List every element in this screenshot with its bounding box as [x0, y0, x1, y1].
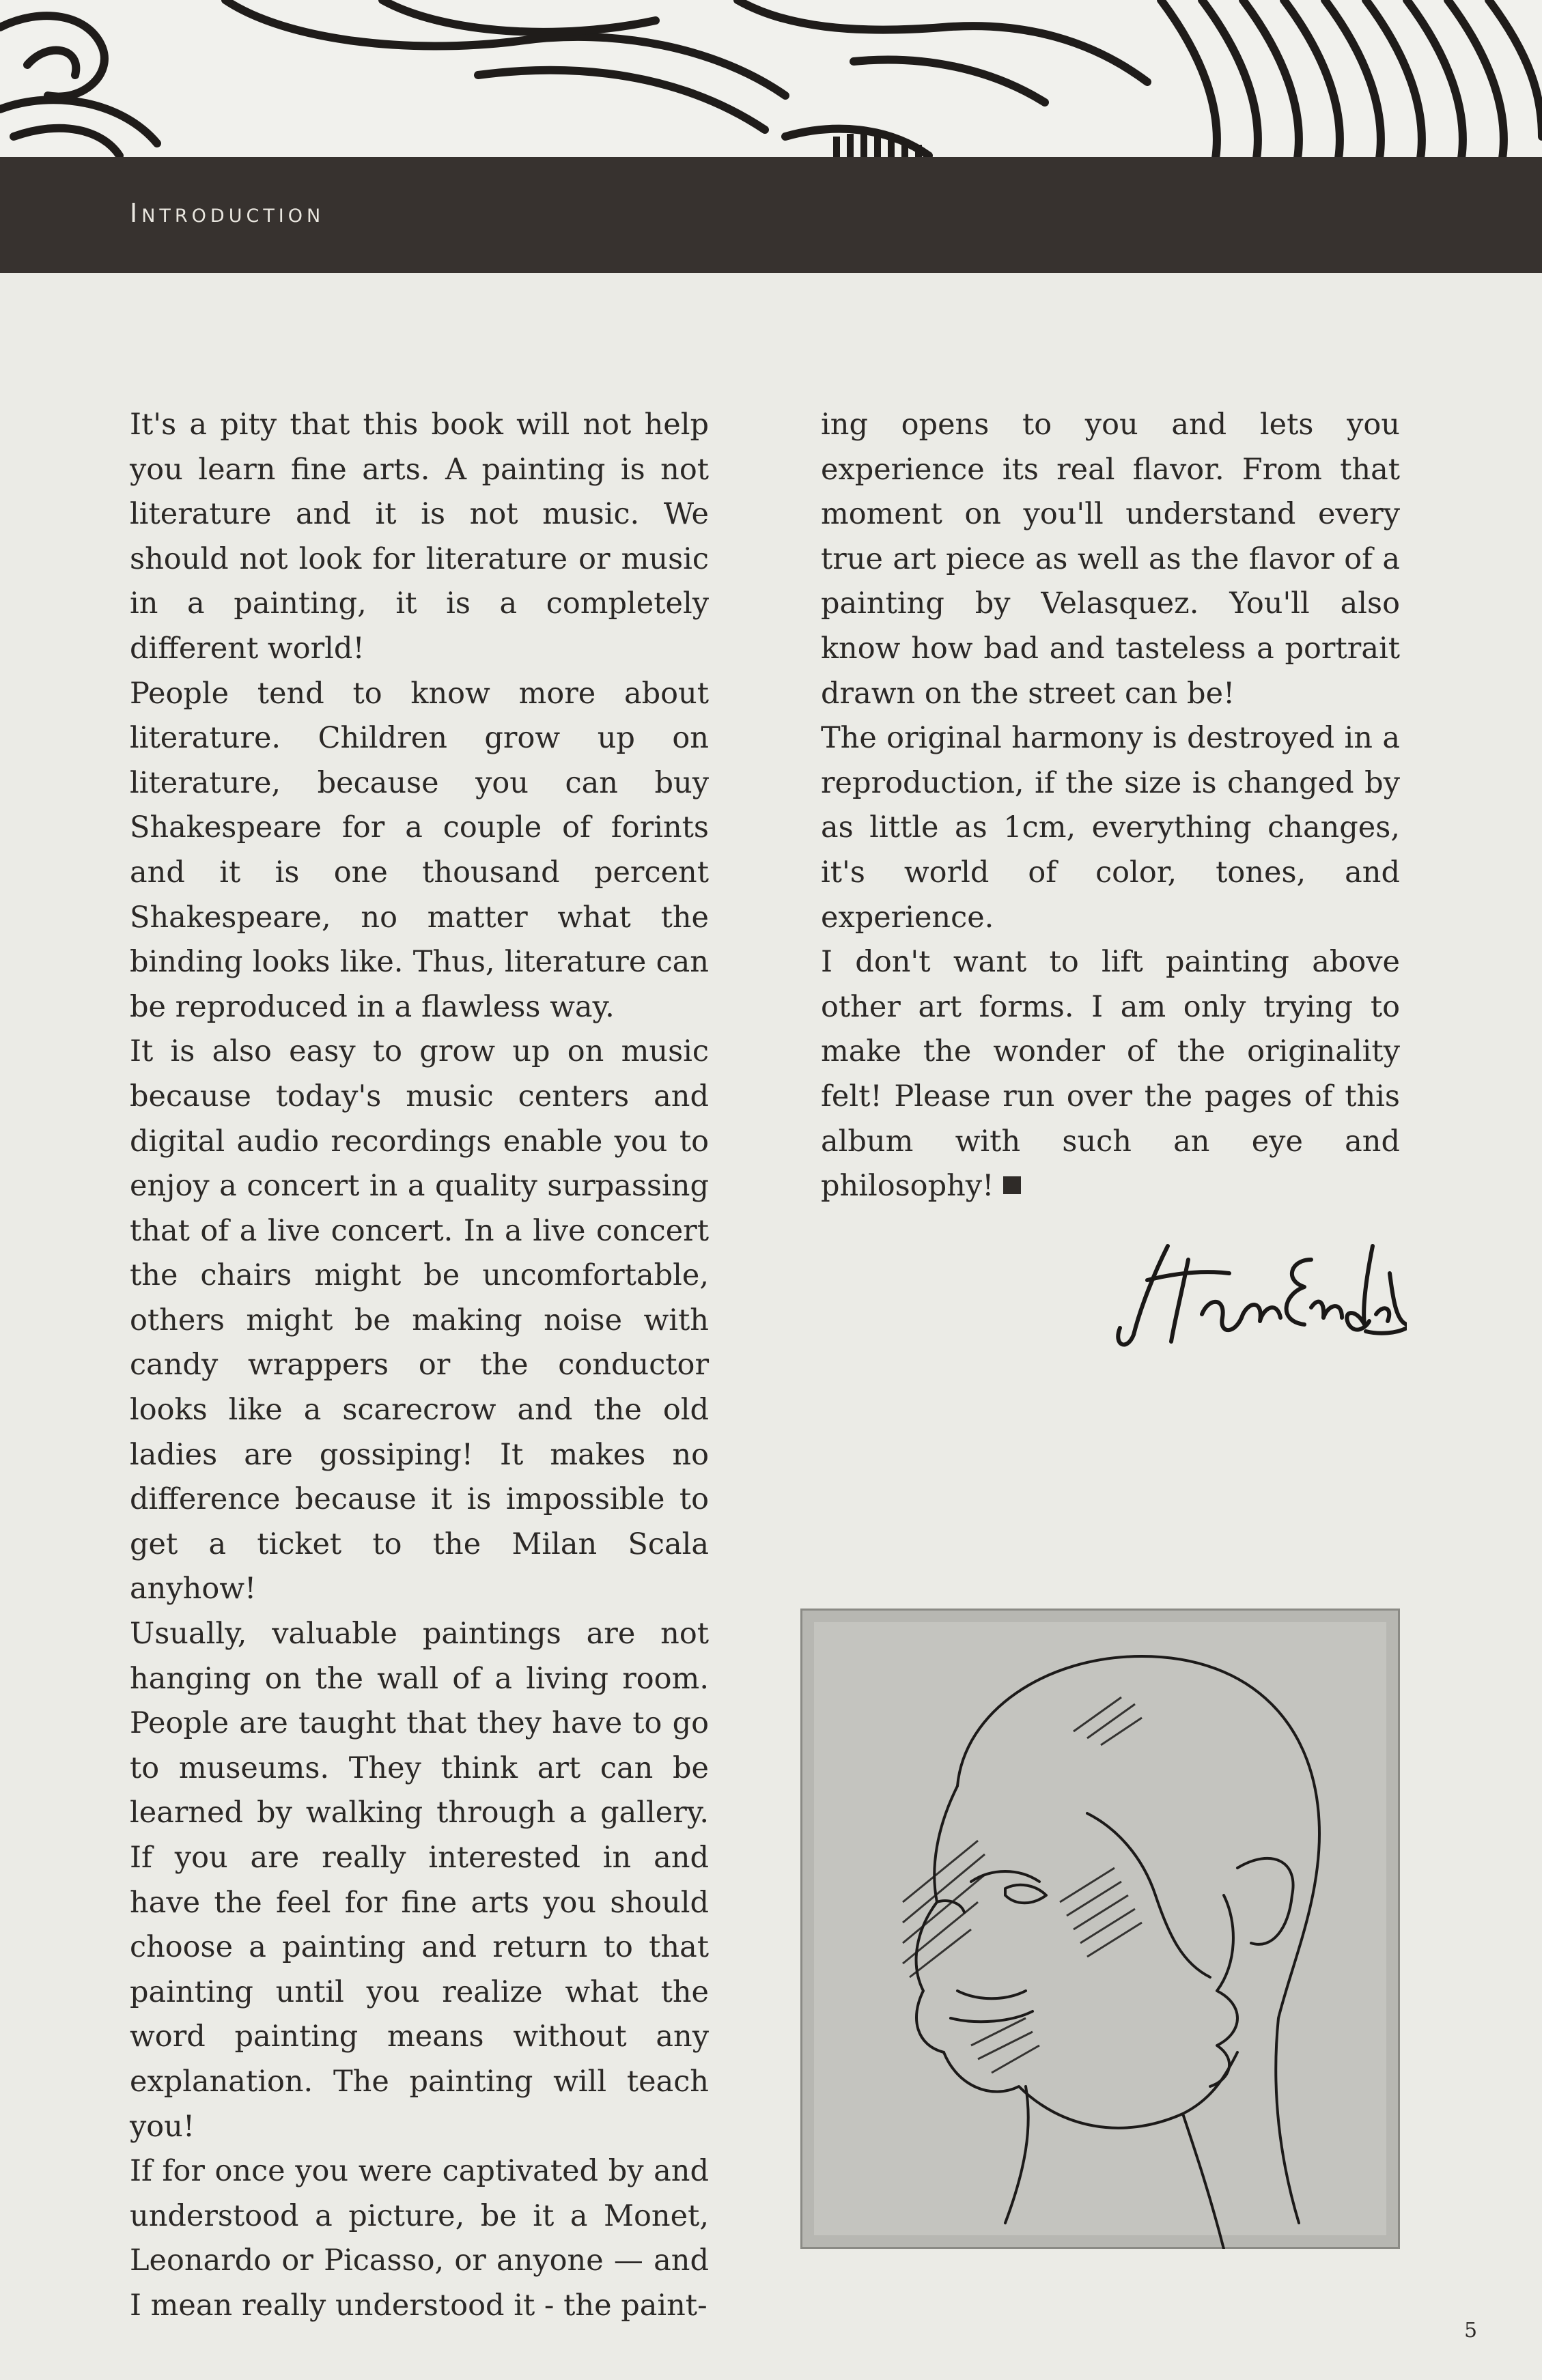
- paragraph: Usually, valuable paintings are not hanging on the wall of a living room. People are taught that they have to go to museums. They think art can be learned by walking through a gallery. If you are really interested in and have the feel for fine arts you should choose a painting and return to that painting until you realize what the word painting means without any explanation. The painting will teach you!: [130, 1617, 709, 2144]
- left-column: [130, 403, 709, 2329]
- portrait-drawing: [800, 1609, 1400, 2249]
- decorative-header-artwork: [0, 0, 1542, 158]
- paragraph-text: I don't want to lift painting above other art forms. I am only trying to make the wonder of the originality felt! Please run over the pages of this album with such an eye and philosophy!: [821, 945, 1400, 1204]
- paragraph-closing: [821, 940, 1400, 1209]
- section-title: Introduction: [130, 198, 325, 228]
- paragraph: It's a pity that this book will not help you learn fine arts. A painting is not literature and it is not music. We should not look for literature or music in a painting, it is a completely different world!: [130, 408, 709, 666]
- page-number: 5: [1464, 2319, 1478, 2342]
- paragraph: ing opens to you and lets you experience its real flavor. From that moment on you'll understand every true art piece as well as the flavor of a painting by Velasquez. You'll also know how bad and tasteless a portrait drawn on the street can be!: [821, 408, 1400, 711]
- paragraph: The original harmony is destroyed in a reproduction, if the size is changed by as little as 1cm, everything changes, it's world of color, tones, and experience.: [821, 721, 1400, 935]
- right-column: [821, 403, 1400, 1209]
- end-mark-icon: [1003, 1176, 1021, 1194]
- paragraph: It is also easy to grow up on music because today's music centers and digital audio recordings enable you to enjoy a concert in a quality surpassing that of a live concert. In a live concert the chairs might be uncomfortable, others might be making noise with candy wrappers or the conductor looks like a scarecrow and the old ladies are gossiping! It makes no difference because it is impossible to get a ticket to the Milan Scala anyhow!: [130, 1034, 709, 1606]
- author-signature: [1106, 1232, 1407, 1355]
- paragraph: If for once you were captivated by and understood a picture, be it a Monet, Leonardo or Picasso, or anyone — and I mean really understood it - the paint-: [130, 2154, 709, 2323]
- paragraph: People tend to know more about literature. Children grow up on literature, because you can buy Shakespeare for a couple of forints and it is one thousand percent Shakespeare, no matter what the binding looks like. Thus, literature can be reproduced in a flawless way.: [130, 676, 709, 1024]
